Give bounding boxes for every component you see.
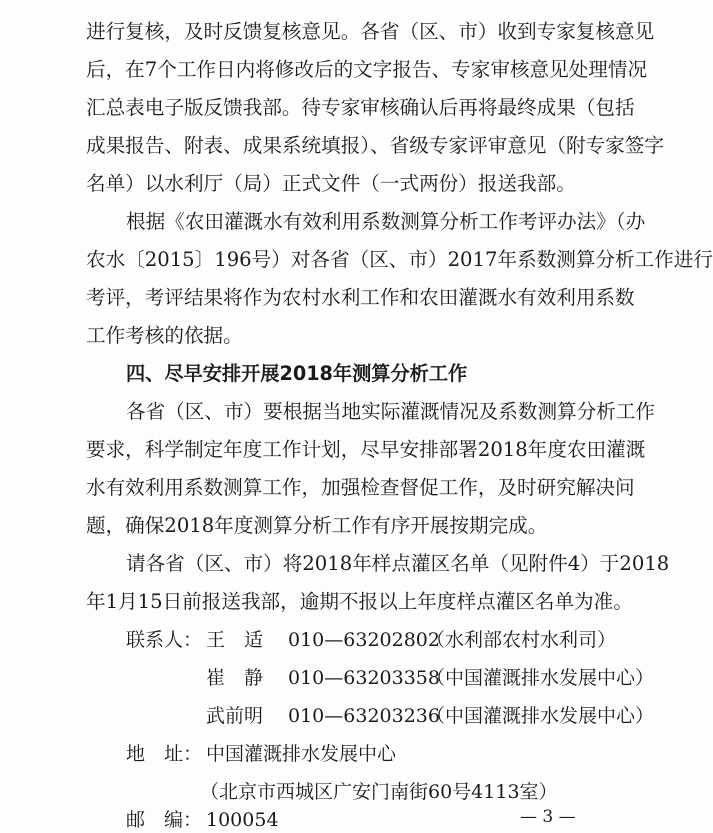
contact-phone-2: 010—63203358 bbox=[288, 667, 440, 689]
contact-org-2: （中国灌溉排水发展中心） bbox=[426, 667, 655, 689]
address-label: 地 址： bbox=[126, 743, 203, 765]
para3-line-3: 水有效利用系数测算工作，加强检查督促工作，及时研究解决问 bbox=[86, 476, 635, 499]
para1-line-2: 后，在7个工作日内将修改后的文字报告、专家审核意见处理情况 bbox=[86, 58, 648, 81]
address-line-2: （北京市西城区广安门南街60号4113室） bbox=[200, 781, 558, 803]
para1-line-5: 名单）以水利厅（局）正式文件（一式两份）报送我部。 bbox=[86, 172, 576, 195]
para1-line-3: 汇总表电子版反馈我部。待专家审核确认后再将最终成果（包括 bbox=[86, 96, 635, 119]
para4-line-1: 请各省（区、市）将2018年样点灌区名单（见附件4）于2018 bbox=[126, 552, 670, 575]
para2-line-2: 农水〔2015〕196号）对各省（区、市）2017年系数测算分析工作进行 bbox=[86, 248, 713, 271]
contact-name-2: 崔 静 bbox=[206, 667, 264, 689]
para2-line-4: 工作考核的依据。 bbox=[86, 324, 243, 347]
contact-name-1: 王 适 bbox=[206, 629, 264, 651]
contact-name-3: 武前明 bbox=[206, 705, 264, 727]
contact-org-3: （中国灌溉排水发展中心） bbox=[426, 705, 655, 727]
para2-line-3: 考评，考评结果将作为农村水利工作和农田灌溉水有效利用系数 bbox=[86, 286, 635, 309]
postcode-value: 100054 bbox=[206, 809, 279, 831]
para3-line-2: 要求，科学制定年度工作计划，尽早安排部署2018年度农田灌溉 bbox=[86, 438, 646, 461]
address-line-1: 中国灌溉排水发展中心 bbox=[206, 743, 397, 765]
postcode-label: 邮 编： bbox=[126, 809, 203, 831]
contact-phone-3: 010—63203236 bbox=[288, 705, 440, 727]
para2-line-1: 根据《农田灌溉水有效利用系数测算分析工作考评办法》（办 bbox=[126, 210, 646, 233]
para4-line-2: 年1月15日前报送我部，逾期不报以上年度样点灌区名单为准。 bbox=[86, 590, 633, 613]
section-heading: 四、尽早安排开展2018年测算分析工作 bbox=[126, 362, 468, 385]
para3-line-4: 题，确保2018年度测算分析工作有序开展按期完成。 bbox=[86, 514, 548, 537]
page-number: — 3 — bbox=[520, 807, 576, 827]
contact-label: 联系人： bbox=[126, 629, 203, 651]
para1-line-1: 进行复核，及时反馈复核意见。各省（区、市）收到专家复核意见 bbox=[86, 20, 655, 43]
contact-org-1: （水利部农村水利司） bbox=[426, 629, 617, 651]
para3-line-1: 各省（区、市）要根据当地实际灌溉情况及系数测算分析工作 bbox=[126, 400, 656, 423]
contact-phone-1: 010—63202802 bbox=[288, 629, 440, 651]
para1-line-4: 成果报告、附表、成果系统填报）、省级专家评审意见（附专家签字 bbox=[86, 134, 665, 157]
